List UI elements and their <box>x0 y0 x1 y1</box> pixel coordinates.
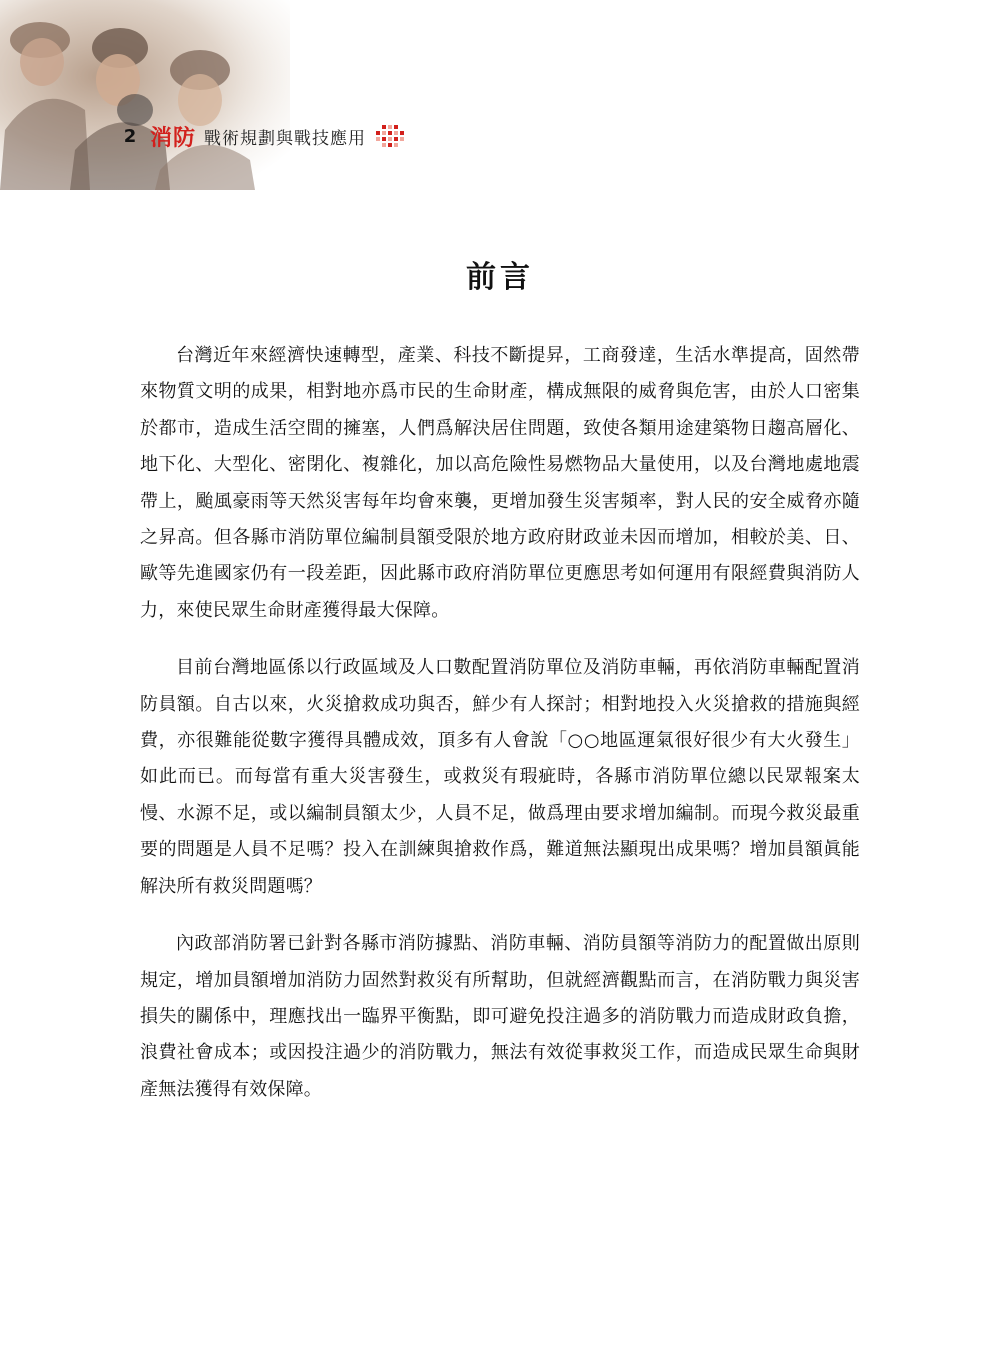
firefighter-photo-illustration <box>0 0 290 190</box>
page-number: 2 <box>123 125 137 147</box>
book-brand-title: 消防 <box>150 124 197 151</box>
paragraph-1: 台灣近年來經濟快速轉型，產業、科技不斷提昇，工商發達，生活水準提高，固然帶來物質文明的成果，相對地亦爲市民的生命財產，構成無限的威脅與危害，由於人口密集於都市，造成生活空間的擁塞，人們爲解決居住問題，致使各類用途建築物日趨高層化、地下化、大型化、密閉化、複雜化，加以高危險性易燃物品大量使用，以及台灣地處地震帶上，颱風豪雨等天然災害每年均會來襲，更增加發生災害頻率，對人民的安全威脅亦隨之昇高。但各縣市消防單位編制員額受限於地方政府財政並未因而增加，相較於美、日、歐等先進國家仍有一段差距，因此縣市政府消防單位更應思考如何運用有限經費與消防人力，來使民眾生命財產獲得最大保障。 <box>140 345 860 621</box>
header-firefighter-photo <box>0 0 290 190</box>
decorative-dot-grid-icon <box>376 125 404 147</box>
paragraph-2: 目前台灣地區係以行政區域及人口數配置消防單位及消防車輛，再依消防車輛配置消防員額。自古以來，火災搶救成功與否，鮮少有人探討；相對地投入火災搶救的措施與經費，亦很難能從數字獲得具體成效，頂多有人會說「○○地區運氣很好很少有大火發生」如此而已。而每當有重大災害發生，或救災有瑕疵時，各縣市消防單位總以民眾報案太慢、水源不足，或以編制員額太少，人員不足，做爲理由要求增加編制。而現今救災最重要的問題是人員不足嗎？投入在訓練與搶救作爲，難道無法顯現出成果嗎？增加員額眞能解決所有救災問題嗎？ <box>140 657 860 897</box>
chapter-heading: 前言 <box>466 260 534 295</box>
running-header <box>118 122 404 150</box>
book-subtitle: 戰術規劃與戰技應用 <box>204 128 367 149</box>
paragraph-3: 內政部消防署已針對各縣市消防據點、消防車輛、消防員額等消防力的配置做出原則規定，增加員額增加消防力固然對救災有所幫助，但就經濟觀點而言，在消防戰力與災害損失的關係中，理應找出一臨界平衡點，即可避免投注過多的消防戰力而造成財政負擔，浪費社會成本；或因投注過少的消防戰力，無法有效從事救災工作，而造成民眾生命與財產無法獲得有效保障。 <box>140 933 860 1100</box>
body-text <box>140 338 860 1129</box>
